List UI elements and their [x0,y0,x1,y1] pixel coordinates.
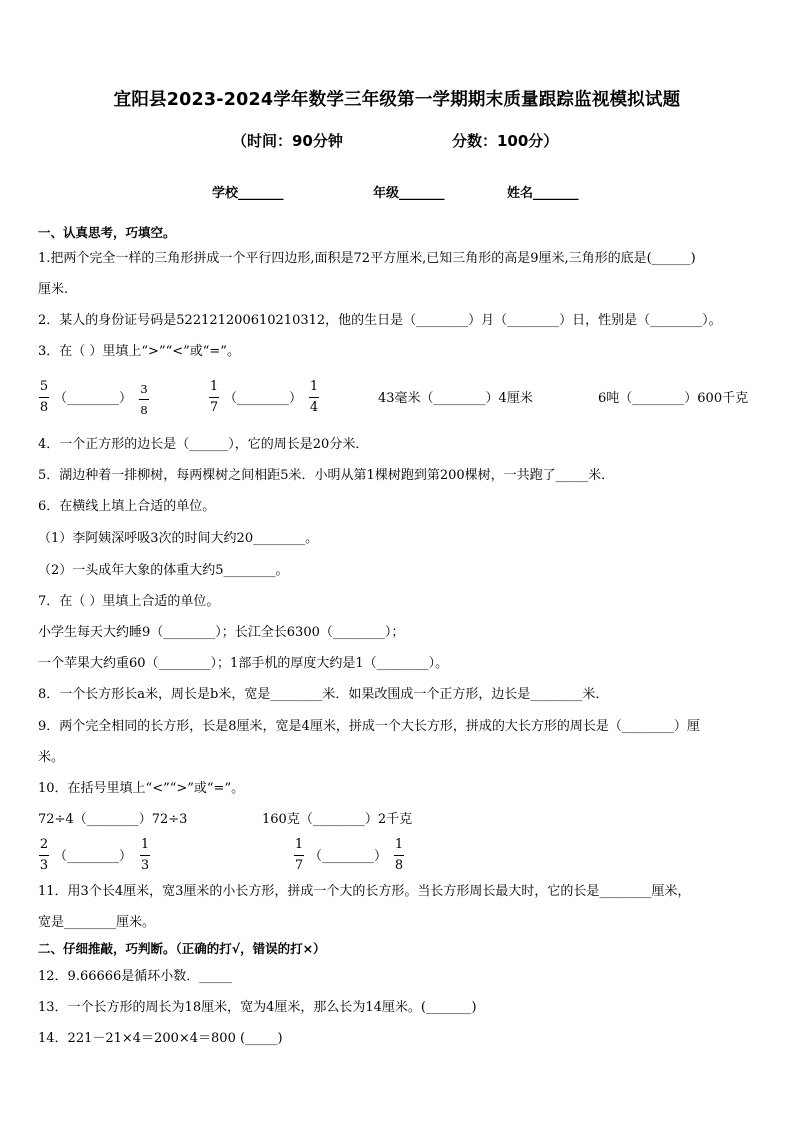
denominator: 7 [294,858,304,873]
question-10: 10．在括号里填上“<”“>”或“=”。 [38,781,245,796]
fraction-1-3 [140,837,150,874]
denominator: 3 [140,858,150,873]
compare-blank: （________） [309,849,388,864]
numerator: 1 [294,837,304,852]
fraction-1-7 [294,837,304,874]
fraction-bar [309,397,319,398]
compare-length: 43毫米（________）4厘米 [378,391,533,406]
numerator: 1 [309,379,319,394]
numerator: 5 [39,379,49,394]
question-11-width: 宽是________厘米。 [38,915,156,930]
denominator: 8 [394,858,404,873]
question-14: 14．221－21×4＝200×4＝800 (_____) [38,1031,283,1046]
question-6-2: （2）一头成年大象的体重大约5________。 [38,563,289,578]
denominator: 8 [39,400,49,415]
fraction-bar [294,855,304,856]
question-2: 2．某人的身份证号码是522121200610210312，他的生日是（________）月（________）日，性别是（________）。 [38,313,722,328]
compare-division: 72÷4（________）72÷3 [38,812,188,827]
fraction-2-3 [39,837,49,874]
question-11: 11．用3个长4厘米，宽3厘米的小长方形，拼成一个大的长方形。当长方形周长最大时，它的长是________厘米， [38,884,691,899]
question-3: 3．在（ ）里填上“>”“<”或“=”。 [38,344,240,359]
name-field: 姓名_______ [507,186,579,201]
fraction-bar [39,855,49,856]
question-4: 4．一个正方形的边长是（______），它的周长是20分米． [38,437,369,452]
question-9-unit: 米。 [38,750,65,765]
denominator: 3 [39,858,49,873]
numerator: 3 [140,382,148,396]
fraction-1-4 [309,379,319,416]
fraction-bar [394,855,404,856]
fraction-bar [209,397,219,398]
page-title: 宜阳县2023-2024学年数学三年级第一学期期末质量跟踪监视模拟试题 [113,90,681,110]
question-7: 7．在（ ）里填上合适的单位。 [38,594,220,609]
question-9: 9．两个完全相同的长方形，长是8厘米，宽是4厘米，拼成一个大长方形，拼成的大长方形的周长是（________）厘 [38,719,700,734]
denominator: 4 [309,400,319,415]
exam-score: 分数：100分） [452,132,559,150]
fraction-3-8 [139,381,149,418]
question-8: 8．一个长方形长a米，周长是b米，宽是________米．如果改围成一个正方形，边长是________米． [38,687,609,702]
question-7-1: 小学生每天大约睡9（________）；长江全长6300（________）； [38,625,405,640]
question-13: 13．一个长方形的周长为18厘米，宽为4厘米，那么长为14厘米。(_______) [38,1000,477,1015]
fraction-bar [39,397,49,398]
compare-weight: 6吨（________）600千克 [598,391,749,406]
question-6: 6．在横线上填上合适的单位。 [38,499,216,514]
question-5: 5．湖边种着一排柳树，每两棵树之间相距5米．小明从第1棵树跑到第200棵树，一共跑了_____米． [38,468,615,483]
section-1-heading: 一、认真思考，巧填空。 [38,225,176,240]
question-1: 1.把两个完全一样的三角形拼成一个平行四边形,面积是72平方厘米,已知三角形的高是9厘米,三角形的底是(______) [38,251,696,266]
question-6-1: （1）李阿姨深呼吸3次的时间大约20________。 [38,531,319,546]
numerator: 1 [209,379,219,394]
compare-blank: （________） [54,391,133,406]
fraction-bar [139,399,149,400]
exam-time: （时间：90分钟 [232,132,343,150]
question-1-unit: 厘米. [38,282,69,297]
denominator: 8 [140,403,148,417]
compare-mass: 160克（________）2千克 [262,812,413,827]
compare-blank: （________） [224,391,303,406]
fraction-5-8 [39,379,49,416]
section-2-heading: 二、仔细推敲，巧判断。（正确的打√，错误的打×） [38,941,326,956]
fraction-1-7 [209,379,219,416]
fraction-bar [140,855,150,856]
fraction-1-8 [394,837,404,874]
school-field: 学校_______ [212,186,284,201]
numerator: 2 [39,837,49,852]
numerator: 1 [394,837,404,852]
question-7-2: 一个苹果大约重60（________）；1部手机的厚度大约是1（________）。 [38,656,449,671]
grade-field: 年级_______ [373,186,445,201]
compare-blank: （________） [54,849,133,864]
denominator: 7 [209,400,219,415]
question-12: 12．9.66666是循环小数．_____ [38,969,232,984]
numerator: 1 [140,837,150,852]
